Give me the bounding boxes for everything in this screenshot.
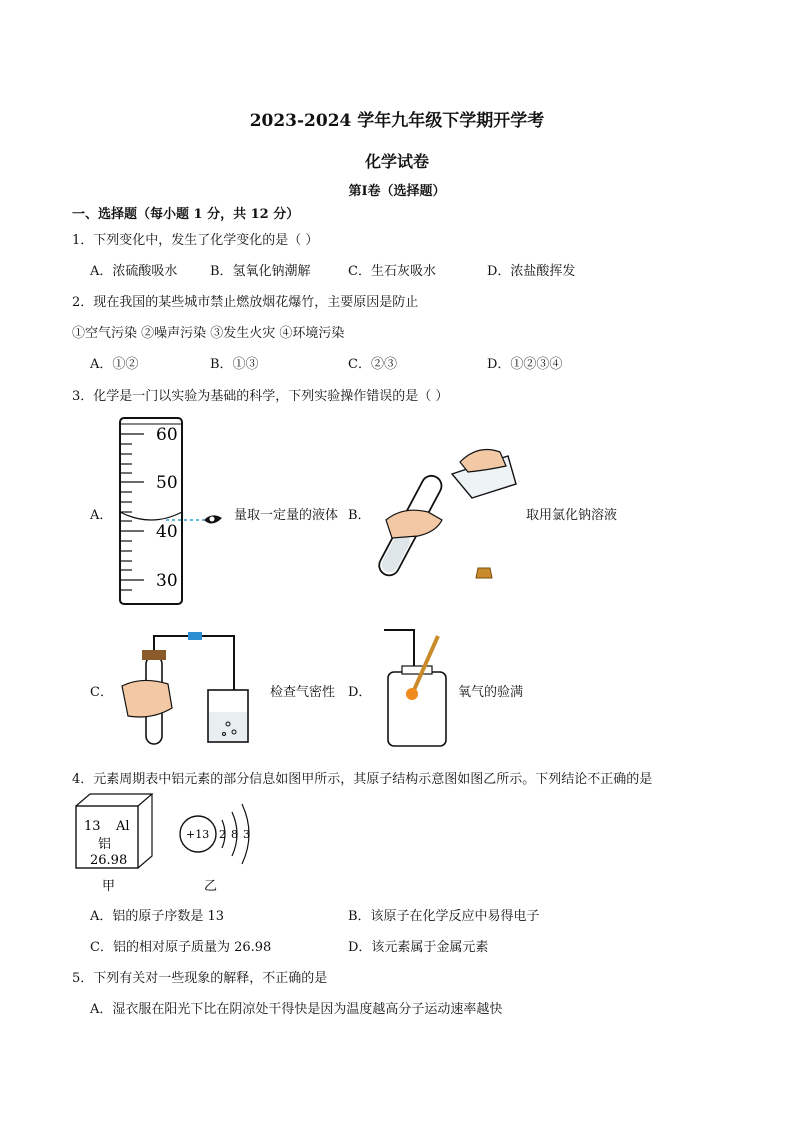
clip-icon bbox=[188, 632, 202, 640]
cylinder-tick-60: 60 bbox=[156, 425, 178, 445]
q2-items: ①空气污染 ②噪声污染 ③发生火灾 ④环境污染 bbox=[72, 326, 345, 341]
section-heading: 一、选择题（每小题 1 分，共 12 分） bbox=[72, 207, 300, 222]
oxygen-test-figure bbox=[374, 622, 454, 752]
hand-icon bbox=[122, 680, 172, 717]
q3-c-caption: 检查气密性 bbox=[270, 685, 336, 700]
shell-1-count: 2 bbox=[219, 828, 226, 841]
element-mass: 26.98 bbox=[90, 853, 128, 868]
shell-2-count: 8 bbox=[231, 828, 238, 841]
flame-icon bbox=[406, 688, 418, 700]
q4-option-d: D．该元素属于金属元素 bbox=[348, 940, 489, 955]
q4-option-a: A．铝的原子序数是 13 bbox=[90, 909, 225, 924]
q3-b-caption: 取用氯化钠溶液 bbox=[526, 508, 618, 523]
q3-a-letter: A． bbox=[90, 508, 113, 523]
q1-option-a: A．浓硫酸吸水 bbox=[90, 264, 178, 279]
exam-subject: 化学试卷 bbox=[364, 152, 429, 171]
q3-c-letter: C． bbox=[90, 685, 113, 700]
exam-title: 2023-2024 学年九年级下学期开学考 bbox=[249, 111, 545, 131]
q3-d-letter: D． bbox=[348, 685, 372, 700]
hand-icon bbox=[386, 510, 442, 538]
figure-label-yi: 乙 bbox=[204, 879, 218, 894]
q1-option-c: C．生石灰吸水 bbox=[348, 264, 436, 279]
q3-b-letter: B． bbox=[348, 508, 371, 523]
part-title: 第Ⅰ卷（选择题） bbox=[348, 184, 446, 199]
q1-stem: 1．下列变化中，发生了化学变化的是（ ） bbox=[72, 233, 319, 248]
q3-d-caption: 氧气的验满 bbox=[458, 685, 524, 700]
element-name: 铝 bbox=[98, 837, 112, 852]
cylinder-tick-50: 50 bbox=[156, 473, 178, 493]
cylinder-tick-30: 30 bbox=[156, 571, 178, 591]
cylinder-tick-40: 40 bbox=[156, 522, 178, 542]
element-number: 13 bbox=[84, 819, 101, 834]
q2-option-d: D．①②③④ bbox=[487, 357, 563, 372]
bottle-stopper-icon bbox=[476, 568, 492, 578]
aluminum-element-figure bbox=[74, 792, 264, 896]
q4-option-b: B．该原子在化学反应中易得电子 bbox=[348, 909, 540, 924]
q2-option-b: B．①③ bbox=[210, 357, 259, 372]
q2-option-c: C．②③ bbox=[348, 357, 397, 372]
graduated-cylinder-figure bbox=[112, 416, 232, 608]
q1-option-b: B．氢氧化钠潮解 bbox=[210, 264, 311, 279]
figure-label-jia: 甲 bbox=[102, 879, 116, 894]
q3-stem: 3．化学是一门以实验为基础的科学，下列实验操作错误的是（ ） bbox=[72, 389, 449, 404]
q5-option-a: A．湿衣服在阳光下比在阴凉处干得快是因为温度越高分子运动速率越快 bbox=[90, 1002, 503, 1017]
q4-option-c: C．铝的相对原子质量为 26.98 bbox=[90, 940, 272, 955]
q5-stem: 5．下列有关对一些现象的解释，不正确的是 bbox=[72, 971, 328, 986]
q2-option-a: A．①② bbox=[90, 357, 139, 372]
q3-a-caption: 量取一定量的液体 bbox=[234, 508, 339, 523]
pouring-liquid-figure bbox=[368, 440, 528, 585]
element-symbol: Al bbox=[116, 819, 130, 834]
airtightness-check-figure bbox=[112, 626, 262, 748]
q1-option-d: D．浓盐酸挥发 bbox=[487, 264, 576, 279]
shell-3-count: 3 bbox=[243, 828, 250, 841]
q2-stem: 2．现在我国的某些城市禁止燃放烟花爆竹，主要原因是防止 bbox=[72, 295, 419, 310]
nucleus-charge: +13 bbox=[186, 828, 210, 841]
q4-stem: 4．元素周期表中铝元素的部分信息如图甲所示，其原子结构示意图如图乙所示。下列结论不正确的是 bbox=[72, 772, 653, 787]
